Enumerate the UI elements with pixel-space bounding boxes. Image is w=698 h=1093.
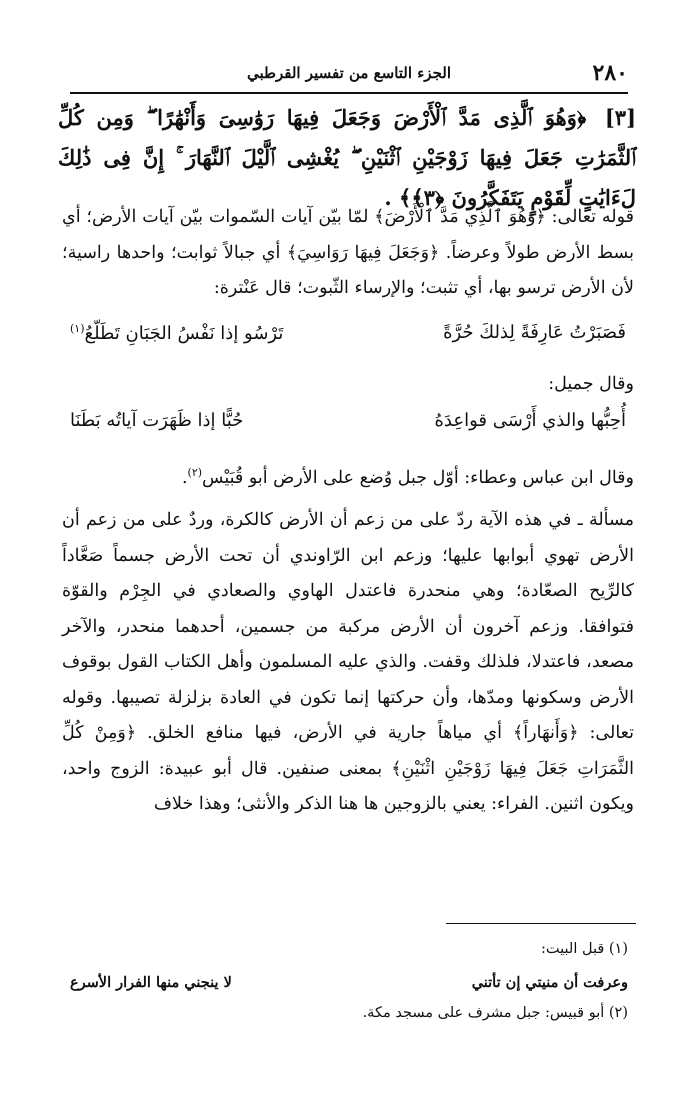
verse-number: [٣] [604,105,636,130]
footnote-ref-1: (١) [70,322,85,335]
verse-text: ﴿وَهُوَ ٱلَّذِى مَدَّ ٱلْأَرْضَ وَجَعَلَ فِيهَا رَوَٰسِىَ وَأَنْهَٰرًا ۖ وَمِن كُلِّ ٱلثَّمَرَٰتِ جَعَلَ فِيهَا زَوْجَيْنِ ٱثْنَيْنِ ۖ يُغْشِى ٱلَّيْلَ ٱلنَّهَارَ ۚ إِنَّ فِى ذَٰلِكَ لَءَايَٰتٍ لِّقَوْمٍ يَتَفَكَّرُونَ ﴿٣﴾﴾ . [58,105,636,210]
poem-antara [70,322,626,358]
paragraph-2-text: وقال ابن عباس وعطاء: أوّل جبل وُضع على الأرض أبو قُبَيْس [202,467,634,488]
footnote-1-first-hemistich: وعرفت أن منيتي إن تأتني [471,974,628,991]
footnote-1-label: (١) قبل البيت: [541,941,628,957]
poem-1-second-text: تَرْسُو إذا نَفْسُ الجَبَانِ تَطَلّعُ [84,323,284,344]
paragraph-1: قوله تعالى: ﴿وَهُوَ ٱلَّذِي مَدَّ ٱلْأَرْضَ﴾ لمّا بيّن آيات السّموات بيّن آيات الأرض؛ أي بسط الأرض طولاً وعرضاً. ﴿وَجَعَلَ فِيهَا رَوَاسِيَ﴾ أي جبالاً ثوابت؛ واحدها راسية؛ لأن الأرض ترسو بها، أي تثبت؛ والإرساء الثّبوت؛ قال عَنْترة: [62,207,634,298]
footnote-ref-2: (٢) [187,466,203,479]
poem-2-first-hemistich: أُحِبُّها والذي أَرْسَى قواعِدَهُ [434,410,626,431]
running-title: الجزء التاسع من تفسير القرطبي [247,64,451,82]
poem-2-second-hemistich: حُبًّا إذا ظَهَرَت آياتُه بَطَنَا [70,410,244,431]
poem-2-intro: وقال جميل: [548,374,634,394]
page-header [70,58,628,90]
footnote-2: (٢) أبو قبيس: جبل مشرف على مسجد مكة. [362,1005,628,1021]
paragraph-2: وقال ابن عباس وعطاء: أوّل جبل وُضع على الأرض أبو قُبَيْس$^{(٢)}$. [181,466,634,488]
footnotes [70,934,628,1028]
footnote-1-second-hemistich: لا ينجني منها الفرار الأسرع [70,974,232,991]
header-rule [70,92,628,94]
poem-jamil [70,410,626,446]
poem-1-second-hemistich [70,322,283,344]
footnote-1-verse [70,964,628,998]
paragraph-3: مسألة ـ في هذه الآية ردّ على من زعم أن الأرض كالكرة، وردٌ على من زعم أن الأرض تهوي أبوابها عليها؛ وزعم ابن الرّاوندي أن تحت الأرض جسماً صَعَّاداً كالرِّيح الصعّادة؛ وهي منحدرة فاعتدل الهاوي والصعادي في الجِرْم والقوّة فتوافقا. وزعم آخرون أن الأرض مركبة من جسمين، أحدهما منحدر، والآخر مصعد، فاعتدلا، فلذلك وقفت. والذي عليه المسلمون وأهل الكتاب القول بوقوف الأرض وسكونها ومدّها، وأن حركتها إنما تكون في العادة بزلزلة تصيبها. وقوله تعالى: ﴿وَأَنهَاراً﴾ أي مياهاً جارية في الأرض، فيها منافع الخلق. ﴿وَمِنْ كُلِّ الثَّمَرَاتِ جَعَلَ فِيهَا زَوْجَيْنِ اثْنَيْنِ﴾ بمعنى صنفين. قال أبو عبيدة: الزوج واحد، ويكون اثنين. الفراء: يعني بالزوجين ها هنا الذكر والأنثى؛ وهذا خلاف [62,510,634,814]
page-number: ٢٨٠ [592,60,628,86]
footnote-rule [446,923,636,924]
poem-1-first-hemistich: فَصَبَرْتُ عَارِفَةً لِذلكَ حُرَّةً [443,322,626,343]
